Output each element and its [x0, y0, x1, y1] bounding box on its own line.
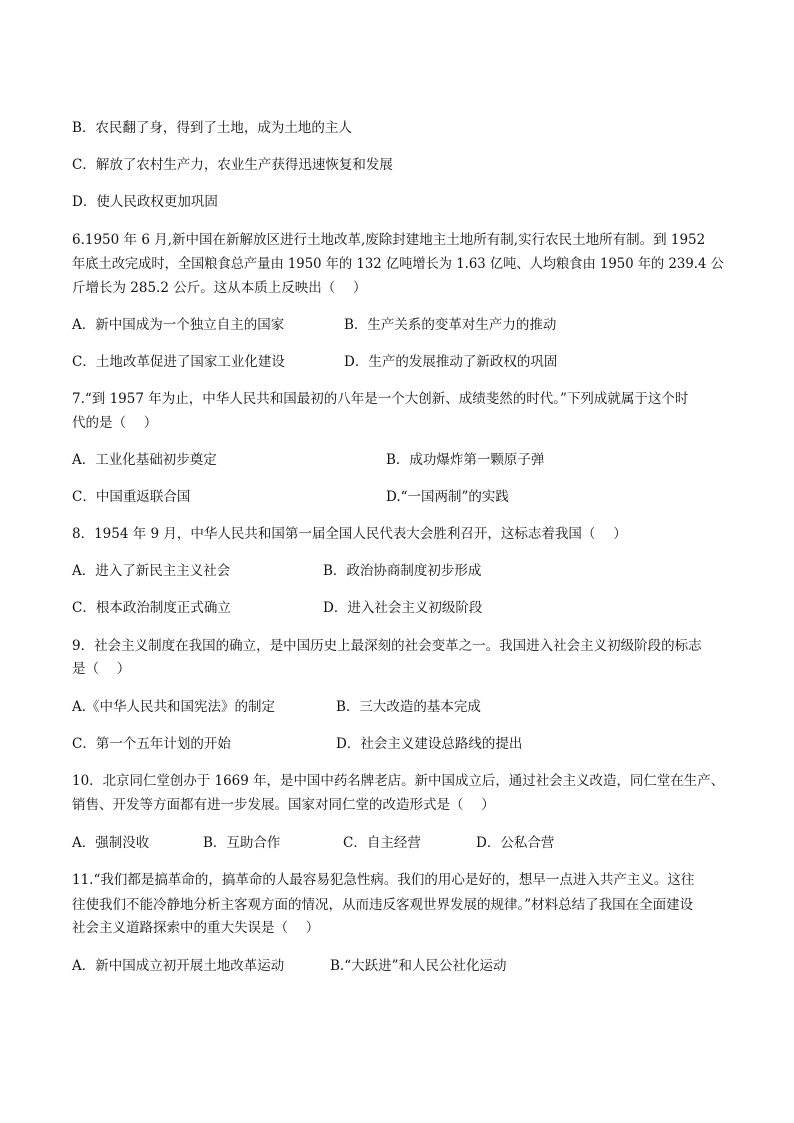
- question-7-option-c: C．中国重返联合国: [72, 489, 191, 505]
- question-11-option-a: A．新中国成立初开展土地改革运动: [72, 958, 285, 974]
- question-6-option-d: D．生产的发展推动了新政权的巩固: [344, 354, 558, 370]
- prev-option-d: D．使人民政权更加巩固: [72, 194, 218, 210]
- question-9-stem-line: 9．社会主义制度在我国的确立，是中国历史上最深刻的社会变革之一。我国进入社会主义初级阶段的标志: [72, 638, 702, 654]
- question-6-stem-line: 斤增长为 285.2 公斤。这从本质上反映出（ ）: [72, 280, 367, 296]
- question-8-option-d: D．进入社会主义初级阶段: [323, 600, 483, 616]
- question-10-option-a: A．强制没收: [72, 835, 150, 851]
- question-6-option-b: B．生产关系的变革对生产力的推动: [344, 317, 557, 333]
- question-9-option-c: C．第一个五年计划的开始: [72, 736, 231, 752]
- question-9-option-d: D．社会主义建设总路线的提出: [336, 736, 523, 752]
- question-11-stem-line: 往使我们不能冷静地分析主客观方面的情况，从而违反客观世界发展的规律。”材料总结了我国在全面建设: [72, 897, 694, 913]
- question-10-stem-line: 销售、开发等方面都有进一步发展。国家对同仁堂的改造形式是（ ）: [72, 797, 495, 813]
- prev-option-c: C．解放了农村生产力，农业生产获得迅速恢复和发展: [72, 157, 393, 173]
- question-9-option-b: B．三大改造的基本完成: [336, 699, 481, 715]
- question-8-option-c: C．根本政治制度正式确立: [72, 600, 231, 616]
- question-9-stem-line: 是（ ）: [72, 661, 131, 677]
- question-10-option-b: B．互助合作: [203, 835, 281, 851]
- question-10-option-d: D．公私合营: [476, 835, 555, 851]
- question-7-option-b: B．成功爆炸第一颗原子弹: [386, 452, 545, 468]
- question-7-option-a: A．工业化基础初步奠定: [72, 452, 217, 468]
- question-6-stem-line: 6.1950 年 6 月,新中国在新解放区进行土地改革,废除封建地主土地所有制,实行农民土地所有制。到 1952: [72, 232, 706, 248]
- question-6-option-c: C．土地改革促进了国家工业化建设: [72, 354, 285, 370]
- question-10-option-c: C．自主经营: [343, 835, 421, 851]
- question-11-option-b: B.“大跃进”和人民公社化运动: [330, 958, 507, 974]
- question-7-stem-line: 7.“到 1957 年为止，中华人民共和国最初的八年是一个大创新、成绩斐然的时代。”下列成就属于这个时: [72, 391, 689, 407]
- question-10-stem-line: 10．北京同仁堂创办于 1669 年，是中国中药名牌老店。新中国成立后，通过社会主义改造，同仁堂在生产、: [72, 773, 725, 789]
- question-7-option-d: D.“一国两制”的实践: [386, 489, 509, 505]
- question-8-option-b: B．政治协商制度初步形成: [323, 563, 482, 579]
- question-6-stem-line: 年底土改完成时，全国粮食总产量由 1950 年的 132 亿吨增长为 1.63 亿吨、人均粮食由 1950 年的 239.4 公: [72, 256, 724, 272]
- question-11-stem-line: 11.“我们都是搞革命的，搞革命的人最容易犯急性病。我们的用心是好的，想早一点进入共产主义。这往: [72, 872, 695, 888]
- question-8-option-a: A．进入了新民主主义社会: [72, 563, 231, 579]
- question-8-stem-line: 8．1954 年 9 月，中华人民共和国第一届全国人民代表大会胜利召开，这标志着我国（ ）: [72, 526, 627, 542]
- question-9-option-a: A.《中华人民共和国宪法》的制定: [72, 699, 276, 715]
- prev-option-b: B．农民翻了身，得到了土地，成为土地的主人: [72, 120, 352, 136]
- question-11-stem-line: 社会主义道路探索中的重大失误是（ ）: [72, 920, 320, 936]
- question-7-stem-line: 代的是（ ）: [72, 415, 158, 431]
- question-6-option-a: A．新中国成为一个独立自主的国家: [72, 317, 285, 333]
